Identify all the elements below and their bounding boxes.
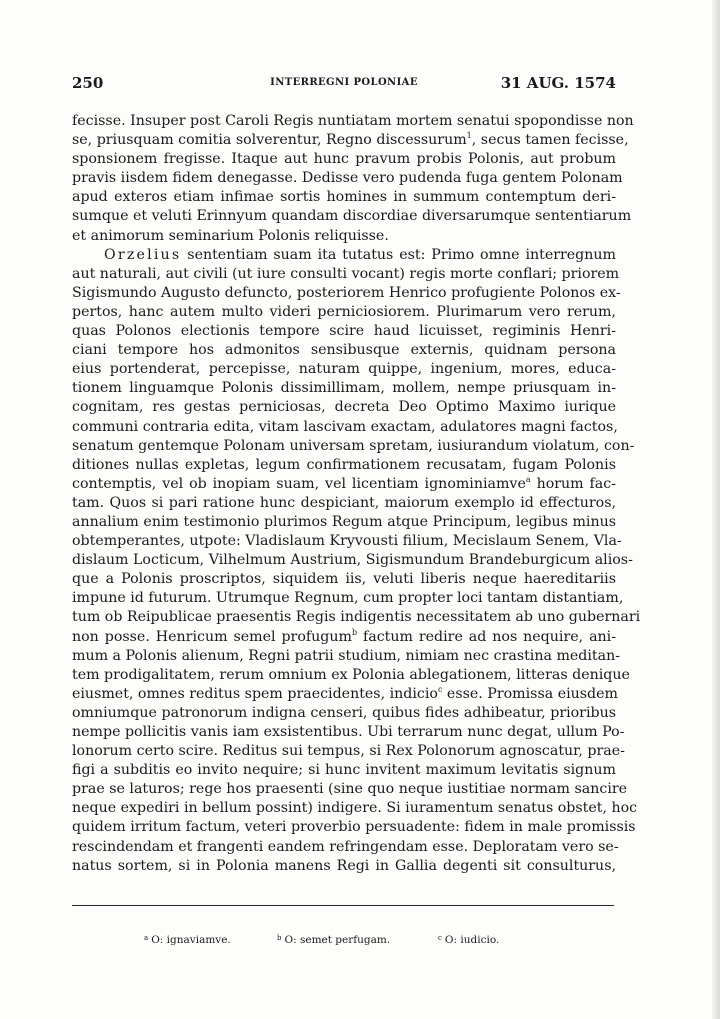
text-segment: figi a subditis eo invito nequire; si hunc invitent maximum levitatis signum xyxy=(72,762,616,779)
text-segment: quas Polonos electionis tempore scire haud licuisset, regiminis Henri- xyxy=(72,323,616,340)
text-segment: factum redire ad nos nequire, ani- xyxy=(357,628,616,645)
footnote-text: O: iudicio. xyxy=(444,934,500,946)
page-number: 250 xyxy=(72,74,104,92)
footnote xyxy=(277,934,390,946)
text-line xyxy=(72,227,616,246)
text-segment: omniumque patronorum indigna censeri, quibus fides adhibeatur, prioribus xyxy=(72,704,616,721)
text-segment: ciani tempore hos admonitos sensibusque externis, quidnam persona xyxy=(72,342,616,359)
text-segment: neque expediri in bellum possint) indigere. Si iuramentum senatus obstet, hoc xyxy=(72,800,638,817)
text-segment: et animorum seminarium Polonis reliquisse. xyxy=(72,227,389,244)
footnote-text: O: ignaviamve. xyxy=(151,934,231,946)
text-line xyxy=(72,150,616,169)
text-line xyxy=(72,207,632,226)
text-line xyxy=(72,131,629,150)
text-line xyxy=(72,284,621,303)
text-segment: nempe pollicitis vanis iam exsistentibus. Ubi terrarum nunc degat, ullum Po- xyxy=(72,724,625,740)
text-segment: , secus tamen fecisse, xyxy=(471,132,629,149)
text-line xyxy=(72,647,621,666)
text-segment: annalium enim testimonio plurimos Regum atque Principum, legibus minus xyxy=(72,513,616,530)
text-segment: contemptis, vel ob inopiam suam, vel licentiam ignominiamve xyxy=(72,475,526,492)
text-segment: que a Polonis proscriptos, siquidem iis, veluti liberis neque haereditariis xyxy=(72,571,616,588)
text-segment: Sigismundo Augusto defuncto, posteriorem Henrico profugiente Polonos ex- xyxy=(72,284,621,301)
text-line xyxy=(72,169,623,188)
text-line xyxy=(72,246,616,265)
text-segment: sententiam suam ita tutatus est: Primo omne interregnum xyxy=(181,246,616,263)
text-line xyxy=(72,418,616,437)
text-segment: tum ob Reipublicae praesentis Regis indigentis necessitatem ab uno gubernari xyxy=(72,609,641,626)
text-segment: tam. Quos si pari ratione hunc despiciant, maiorum exemplo id effecturos, xyxy=(72,494,616,511)
text-line xyxy=(72,437,635,456)
text-line xyxy=(72,456,616,475)
text-segment: eiusmet, omnes reditus spem praecidentes, indicio xyxy=(72,685,438,702)
text-segment: horum fac- xyxy=(530,475,616,492)
text-segment: pravis iisdem fidem denegasse. Dedisse vero pudenda fuga gentem Polonam xyxy=(72,170,623,187)
text-line xyxy=(72,379,616,398)
footnote-mark: b xyxy=(277,934,282,942)
text-segment: apud exteros etiam infimae sortis homines in summum contemptum deri- xyxy=(72,189,616,206)
header-date: 31 AUG. 1574 xyxy=(500,74,616,92)
text-line xyxy=(72,475,616,494)
text-line xyxy=(72,341,616,360)
text-segment: obtemperantes, utpote: Vladislaum Kryvousti filium, Mecislaum Senem, Vla- xyxy=(72,533,622,550)
text-line xyxy=(72,685,616,704)
text-segment: lonorum certo scire. Reditus sui tempus, si Rex Polonorum agnoscatur, prae- xyxy=(72,743,625,760)
page-header xyxy=(72,74,616,96)
text-line xyxy=(72,589,624,608)
text-segment: natus sortem, si in Polonia manens Regi in Gallia degenti sit consulturus, xyxy=(72,857,616,874)
text-segment: sponsionem fregisse. Itaque aut hunc pravum probis Polonis, aut probum xyxy=(72,151,616,168)
footnote-marker: a xyxy=(525,474,531,484)
text-line xyxy=(72,551,633,570)
text-line xyxy=(72,398,616,417)
page-edge-shadow xyxy=(712,0,720,1019)
footnote xyxy=(438,934,499,946)
running-title: INTERREGNI POLONIAE xyxy=(270,77,418,88)
footnotes xyxy=(72,934,616,950)
text-segment: sumque et veluti Erinnyum quandam discordiae diversarumque sententiarum xyxy=(72,208,632,225)
text-segment: quidem irritum factum, veteri proverbio persuadente: fidem in male promissis xyxy=(72,819,636,836)
footnote xyxy=(144,934,231,946)
text-segment: fecisse. Insuper post Caroli Regis nuntiatam mortem senatui spopondisse non xyxy=(72,113,634,129)
text-line xyxy=(72,666,630,685)
footnote-rule xyxy=(72,905,614,906)
text-segment: se, priusquam comitia solverentur, Regno discessurum xyxy=(72,132,467,149)
text-segment: impune id futurum. Utrumque Regnum, cum propter loci tantam distantiam, xyxy=(72,590,624,607)
footnote-mark: c xyxy=(438,934,442,942)
text-line xyxy=(72,532,622,551)
text-segment: mum a Polonis alienum, Regni patrii studium, nimiam nec crastina meditan- xyxy=(72,647,621,664)
text-line xyxy=(72,608,641,627)
text-line xyxy=(72,857,616,876)
text-segment: cognitam, res gestas perniciosas, decreta Deo Optimo Maximo iurique xyxy=(72,399,616,416)
text-segment: eius portenderat, percepisse, naturam quippe, ingenium, mores, educa- xyxy=(72,361,616,378)
text-line xyxy=(72,322,616,341)
footnote-marker: 1 xyxy=(466,131,472,141)
text-line xyxy=(72,761,616,780)
text-segment: aut naturali, aut civili (ut iure consulti vocant) regis morte conflari; priorem xyxy=(72,265,620,282)
text-segment: tem prodigalitatem, rerum omnium ex Polonia ablegationem, litteras denique xyxy=(72,666,630,683)
text-segment: communi contraria edita, vitam lascivam exactam, adulatores magni factos, xyxy=(72,418,618,435)
text-line xyxy=(72,704,616,723)
text-segment: dislaum Locticum, Vilhelmum Austrium, Sigismundum Brandeburgicum alios- xyxy=(72,552,633,569)
footnote-marker: c xyxy=(437,684,443,694)
text-segment: non posse. Henricum semel profugum xyxy=(72,628,352,645)
text-line xyxy=(72,303,616,322)
footnote-mark: a xyxy=(144,934,149,942)
text-line xyxy=(72,360,616,379)
text-line xyxy=(72,799,638,818)
text-line xyxy=(72,513,616,532)
text-line xyxy=(72,570,616,589)
text-line xyxy=(72,628,616,647)
text-segment: ditiones nullas expletas, legum confirmationem recusatam, fugam Polonis xyxy=(72,456,616,473)
text-segment: pertos, hanc autem multo videri perniciosiorem. Plurimarum vero rerum, xyxy=(72,303,616,320)
text-line xyxy=(72,838,619,857)
text-segment: rescindendam et frangenti eandem refringendam esse. Deploratam vero se- xyxy=(72,838,619,855)
text-line xyxy=(72,112,634,131)
text-line xyxy=(72,818,636,837)
text-line xyxy=(72,494,616,513)
text-line xyxy=(72,723,625,742)
text-segment: Orzelius xyxy=(104,246,182,263)
text-line xyxy=(72,265,620,284)
text-segment: senatum gentemque Polonam universam spretam, iusiurandum violatum, con- xyxy=(72,437,635,454)
footnote-marker: b xyxy=(351,627,358,637)
footnote-text: O: semet perfugam. xyxy=(284,934,391,946)
text-segment: prae se laturos; rege hos praesenti (sine quo neque iustitiae normam sancire xyxy=(72,781,628,798)
text-line xyxy=(72,780,628,799)
text-line xyxy=(72,188,616,207)
text-segment: tionem linguamque Polonis dissimillimam, mollem, nempe priusquam in- xyxy=(72,380,616,397)
main-text xyxy=(72,112,641,876)
text-line xyxy=(72,742,625,761)
text-segment: esse. Promissa eiusdem xyxy=(442,685,618,702)
